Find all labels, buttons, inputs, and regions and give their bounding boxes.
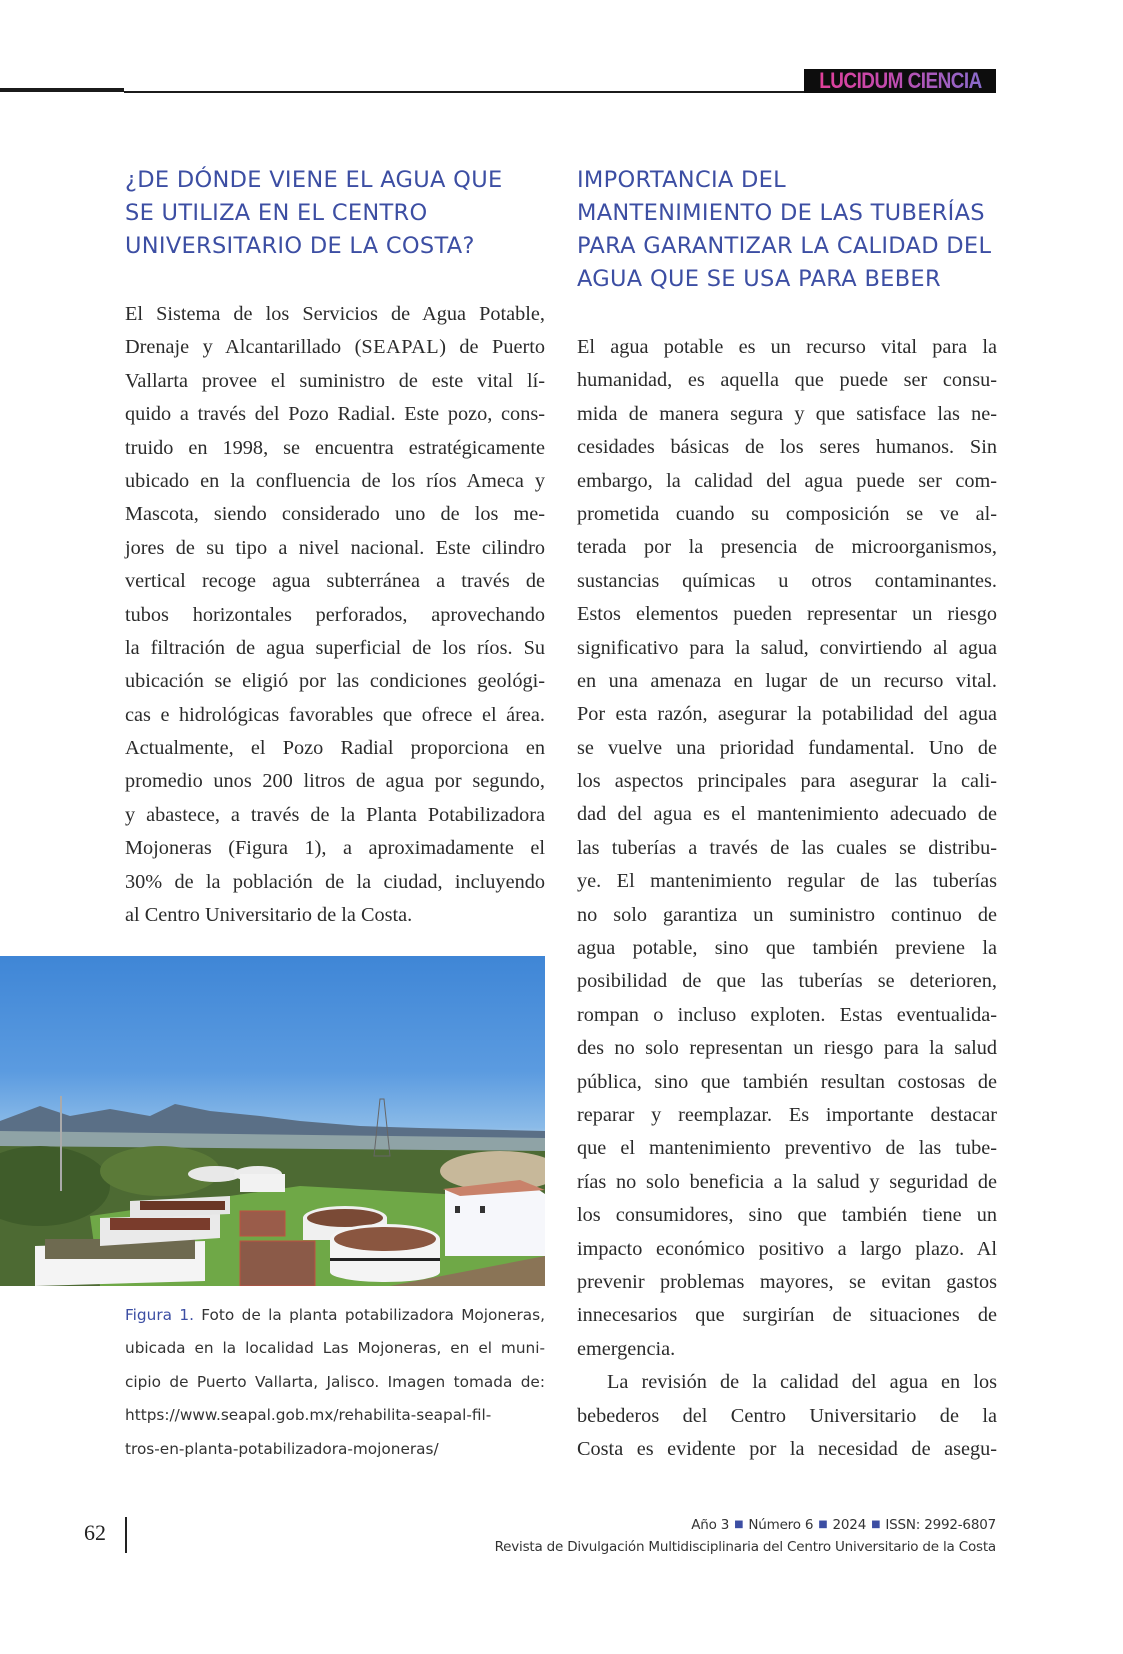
left-column-body (125, 298, 545, 932)
text-fragment: ) de Puerto (439, 336, 545, 359)
text-line: Mascota, siendo considerado uno de los me- (125, 503, 545, 526)
text-line: no solo garantiza un suministro continuo de (577, 903, 997, 926)
text-line: sustancias químicas u otros contaminantes. (577, 569, 997, 592)
text-line: Actualmente, el Pozo Radial proporciona en (125, 737, 545, 760)
text-line: dad del agua es el mantenimiento adecuado de (577, 803, 997, 826)
text-line: las tuberías a través de las cuales se distribu- (577, 836, 997, 859)
text-line: cesidades básicas de los seres humanos. Sin (577, 436, 997, 459)
heading-line: AGUA QUE SE USA PARA BEBER (577, 266, 941, 292)
issue-year: Año 3 (691, 1517, 730, 1533)
text-line: des no solo representan un riesgo para la salud (577, 1037, 997, 1060)
text-line: ubicado en la confluencia de los ríos Ameca y (125, 469, 545, 492)
header-rule-thick (0, 88, 124, 92)
heading-line: SE UTILIZA EN EL CENTRO (125, 200, 428, 226)
text-line: El Sistema de los Servicios de Agua Potable, (125, 303, 545, 325)
caption-source-link: https://www.seapal.gob.mx/rehabilita-seapal-fil- (125, 1406, 492, 1425)
figure-label: Figura 1. (125, 1306, 194, 1324)
heading-line: MANTENIMIENTO DE LAS TUBERÍAS (577, 200, 985, 226)
text-line: rompan o incluso exploten. Estas eventualida- (577, 1003, 997, 1026)
text-line: ubicación se eligió por las condiciones geológi- (125, 670, 545, 693)
issue-info (691, 1517, 996, 1533)
section-heading-left (125, 164, 502, 263)
text-line: truido en 1998, se encuentra estratégicamente (125, 436, 545, 459)
text-line: vertical recoge agua subterránea a través de (125, 570, 545, 593)
text-line: Mojoneras (Figura 1), a aproximadamente el (125, 837, 545, 860)
text-line: cas e hidrológicas favorables que ofrece el área. (125, 703, 545, 726)
text-fragment: Drenaje y Alcantarillado ( (125, 336, 362, 359)
heading-line: PARA GARANTIZAR LA CALIDAD DEL (577, 233, 992, 259)
text-line: El agua potable es un recurso vital para la (577, 336, 997, 358)
text-line: promedio unos 200 litros de agua por segundo, (125, 770, 545, 793)
brand-title: LUCIDUM CIENCIA (818, 68, 982, 93)
caption-line: ubicada en la localidad Las Mojoneras, en el muni- (125, 1339, 545, 1358)
text-line: quido a través del Pozo Radial. Este pozo, cons- (125, 403, 545, 426)
text-line: innecesarios que surgirían de situaciones de (577, 1304, 997, 1327)
text-line: 30% de la población de la ciudad, incluyendo (125, 870, 545, 893)
text-line: y abastece, a través de la Planta Potabilizadora (125, 803, 545, 826)
text-line: impacto económico positivo a largo plazo. Al (577, 1237, 997, 1260)
text-line: emergencia. (577, 1337, 676, 1360)
caption-line: cipio de Puerto Vallarta, Jalisco. Imagen tomada de: (125, 1372, 545, 1391)
text-line: ye. El mantenimiento regular de las tuberías (577, 870, 997, 893)
separator-icon: ■ (818, 1519, 828, 1530)
text-line: se vuelve una prioridad fundamental. Uno de (577, 736, 997, 759)
text-line: en una amenaza en lugar de un recurso vital. (577, 669, 997, 692)
text-line: prometida cuando su composición se ve al- (577, 502, 997, 525)
text-line: pública, sino que también resultan costosas de (577, 1070, 997, 1093)
caption-line (125, 1299, 545, 1332)
text-line: prevenir problemas mayores, se evitan gastos (577, 1270, 997, 1293)
text-line: La revisión de la calidad del agua en los (607, 1371, 997, 1394)
brand-badge (804, 69, 996, 93)
text-line: Estos elementos pueden representar un riesgo (577, 603, 997, 626)
text-line: bebederos del Centro Universitario de la (577, 1404, 997, 1427)
heading-line: UNIVERSITARIO DE LA COSTA? (125, 233, 475, 259)
figure-caption (125, 1299, 545, 1466)
text-line (125, 331, 545, 364)
heading-line: IMPORTANCIA DEL (577, 167, 787, 193)
text-line: mida de manera segura y que satisface las ne- (577, 402, 997, 425)
page-number: 62 (84, 1520, 106, 1545)
right-column-body (577, 331, 997, 1466)
text-line: tubos horizontales perforados, aprovechando (125, 603, 545, 626)
text-line: reparar y reemplazar. Es importante destacar (577, 1103, 997, 1126)
caption-source-link: tros-en-planta-potabilizadora-mojoneras/ (125, 1439, 439, 1458)
text-line: rías no solo beneficia a la salud y seguridad de (577, 1170, 997, 1193)
water-plant-illustration (0, 956, 545, 1286)
text-line: que el mantenimiento preventivo de las tube- (577, 1137, 997, 1160)
text-line: Vallarta provee el suministro de este vital lí- (125, 369, 545, 392)
text-line: la filtración de agua superficial de los ríos. Su (125, 636, 545, 659)
text-line: los consumidores, sino que también tiene un (577, 1204, 997, 1227)
text-line: significativo para la salud, convirtiendo al agua (577, 636, 997, 659)
text-line: al Centro Universitario de la Costa. (125, 904, 413, 927)
figure-photo-water-plant (0, 956, 545, 1286)
acronym-seapal: SEAPAL (361, 336, 440, 359)
text-line: Por esta razón, asegurar la potabilidad del agua (577, 703, 997, 726)
text-line: terada por la presencia de microorganismos, (577, 536, 997, 559)
text-line: agua potable, sino que también previene la (577, 937, 997, 960)
text-line: humanidad, es aquella que puede ser consu- (577, 369, 997, 392)
issue-number: Número 6 (748, 1517, 814, 1533)
separator-icon: ■ (734, 1519, 744, 1530)
text-line: jores de su tipo a nivel nacional. Este cilindro (125, 536, 545, 559)
issn: ISSN: 2992-6807 (885, 1517, 996, 1533)
text-line: los aspectos principales para asegurar la cali- (577, 770, 997, 793)
text-line: embargo, la calidad del agua puede ser com- (577, 469, 997, 492)
heading-line: ¿DE DÓNDE VIENE EL AGUA QUE (125, 167, 503, 193)
caption-text: Foto de la planta potabilizadora Mojoneras, (193, 1306, 545, 1324)
text-line: posibilidad de que las tuberías se deterioren, (577, 970, 997, 993)
section-heading-right (577, 164, 991, 296)
text-line: Costa es evidente por la necesidad de asegu- (577, 1437, 997, 1460)
journal-name: Revista de Divulgación Multidisciplinaria del Centro Universitario de la Costa (494, 1539, 996, 1555)
page-number-divider (125, 1517, 127, 1553)
issue-date: 2024 (832, 1517, 867, 1533)
separator-icon: ■ (871, 1519, 881, 1530)
